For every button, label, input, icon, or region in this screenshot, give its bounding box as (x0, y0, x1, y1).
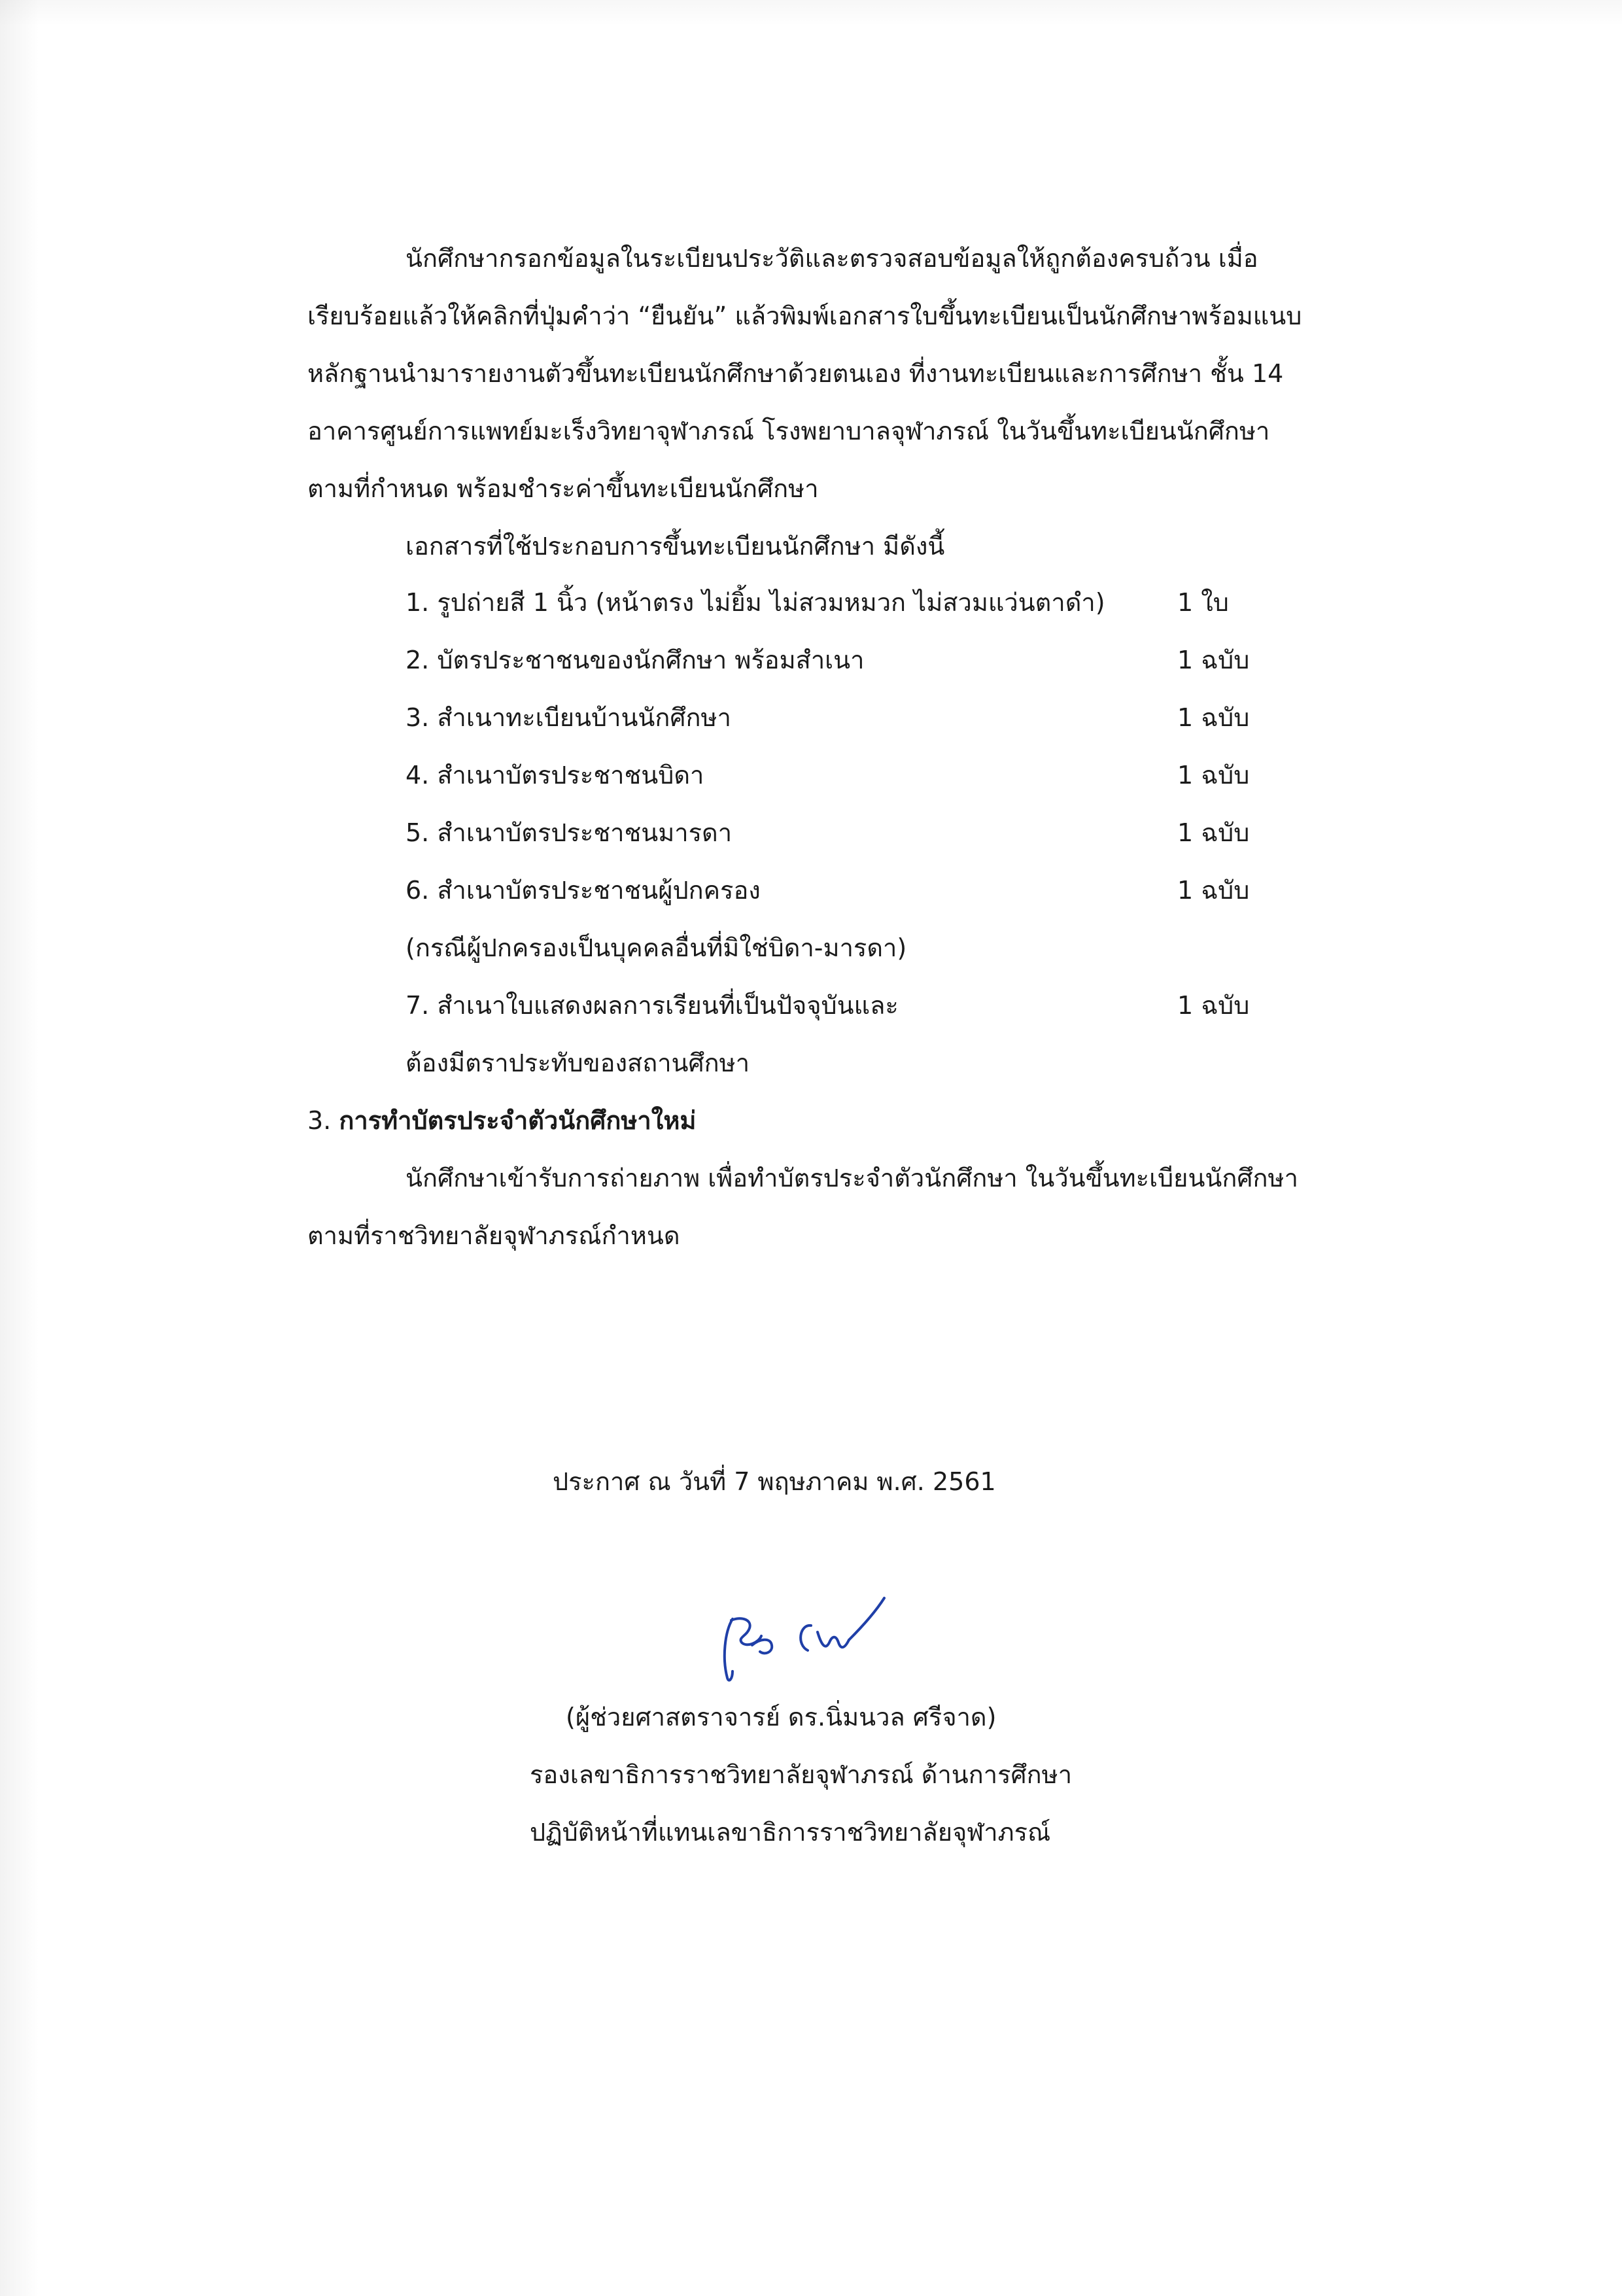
document-item-qty: 1 ฉบับ (1177, 761, 1250, 790)
registration-paragraph-line: หลักฐานนำมารายงานตัวขึ้นทะเบียนนักศึกษาด้วยตนเอง ที่งานทะเบียนและการศึกษา ชั้น 14 (307, 359, 1284, 388)
section-number: 3. (307, 1106, 332, 1135)
documents-intro: เอกสารที่ใช้ประกอบการขึ้นทะเบียนนักศึกษา มีดังนี้ (406, 532, 945, 561)
document-item-qty: 1 ฉบับ (1177, 703, 1250, 732)
signatory-name: (ผู้ช่วยศาสตราจารย์ ดร.นิ่มนวล ศรีจาด) (566, 1703, 997, 1731)
document-item-label: 5. สำเนาบัตรประชาชนมารดา (406, 818, 733, 847)
scan-edge-shadow (0, 0, 39, 2296)
signature-strokes (725, 1598, 884, 1680)
document-item-label: 6. สำเนาบัตรประชาชนผู้ปกครอง (406, 876, 761, 905)
document-item-label: 1. รูปถ่ายสี 1 นิ้ว (หน้าตรง ไม่ยิ้ม ไม่สวมหมวก ไม่สวมแว่นตาดำ) (406, 588, 1105, 617)
registration-paragraph-line: นักศึกษากรอกข้อมูลในระเบียนประวัติและตรวจสอบข้อมูลให้ถูกต้องครบถ้วน เมื่อ (406, 244, 1258, 273)
signatory-position: ปฏิบัติหน้าที่แทนเลขาธิการราชวิทยาลัยจุฬาภรณ์ (530, 1818, 1051, 1847)
document-item-label: 3. สำเนาทะเบียนบ้านนักศึกษา (406, 703, 731, 732)
scan-top-shadow (0, 0, 1622, 26)
registration-paragraph-line: ตามที่กำหนด พร้อมชำระค่าขึ้นทะเบียนนักศึกษา (307, 474, 819, 503)
registration-paragraph-line: อาคารศูนย์การแพทย์มะเร็งวิทยาจุฬาภรณ์ โรงพยาบาลจุฬาภรณ์ ในวันขึ้นทะเบียนนักศึกษา (307, 417, 1270, 445)
section-heading (307, 1104, 696, 1137)
document-item-qty: 1 ฉบับ (1177, 991, 1250, 1020)
document-item-qty: 1 ใบ (1177, 588, 1229, 617)
section3-paragraph-line: ตามที่ราชวิทยาลัยจุฬาภรณ์กำหนด (307, 1221, 680, 1250)
document-item-qty: 1 ฉบับ (1177, 818, 1250, 847)
document-item-label: 4. สำเนาบัตรประชาชนบิดา (406, 761, 704, 790)
section3-paragraph-line: นักศึกษาเข้ารับการถ่ายภาพ เพื่อทำบัตรประจำตัวนักศึกษา ในวันขึ้นทะเบียนนักศึกษา (406, 1164, 1298, 1192)
document-item-label: 7. สำเนาใบแสดงผลการเรียนที่เป็นปัจจุบันและ (406, 991, 899, 1020)
document-item-label: 2. บัตรประชาชนของนักศึกษา พร้อมสำเนา (406, 646, 865, 674)
document-item-qty: 1 ฉบับ (1177, 876, 1250, 905)
announcement-date: ประกาศ ณ วันที่ 7 พฤษภาคม พ.ศ. 2561 (553, 1467, 996, 1496)
section-title: การทำบัตรประจำตัวนักศึกษาใหม่ (339, 1106, 697, 1135)
document-item-note: ต้องมีตราประทับของสถานศึกษา (406, 1049, 750, 1077)
signatory-position: รองเลขาธิการราชวิทยาลัยจุฬาภรณ์ ด้านการศึกษา (530, 1760, 1073, 1789)
document-item-note: (กรณีผู้ปกครองเป็นบุคคลอื่นที่มิใช่บิดา-มารดา) (406, 933, 907, 962)
handwritten-signature (713, 1580, 896, 1691)
registration-paragraph-line: เรียบร้อยแล้วให้คลิกที่ปุ่มคำว่า “ยืนยัน” แล้วพิมพ์เอกสารใบขึ้นทะเบียนเป็นนักศึกษาพร้อมแนบ (307, 302, 1302, 330)
document-item-qty: 1 ฉบับ (1177, 646, 1250, 674)
